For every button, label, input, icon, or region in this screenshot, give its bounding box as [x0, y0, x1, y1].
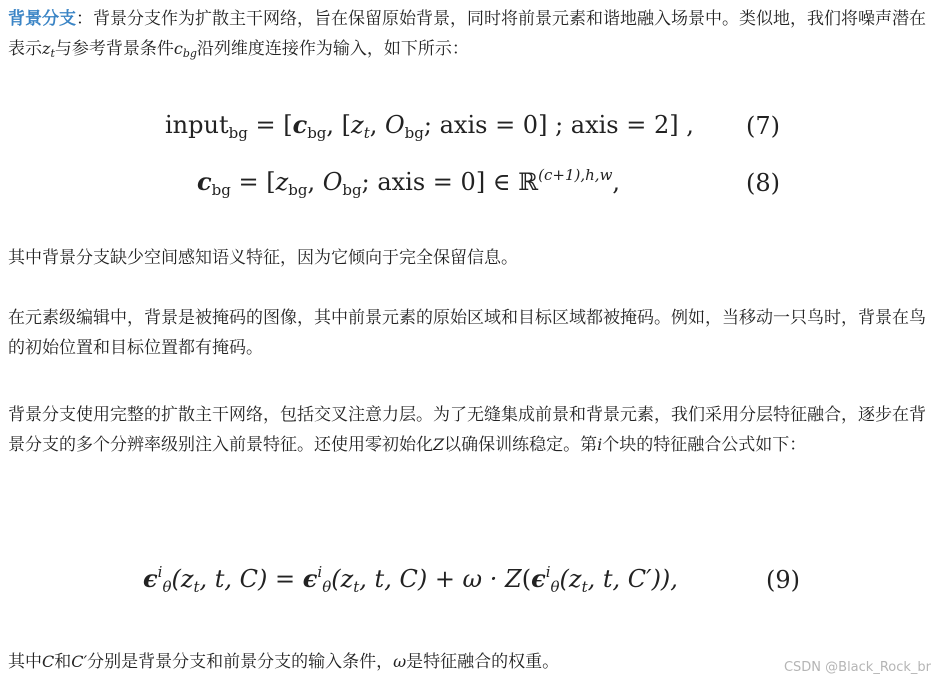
math-base: z: [42, 39, 51, 58]
paragraph-feature-fusion: [8, 400, 936, 460]
eq-text: , [: [326, 111, 352, 139]
eq-var: c: [197, 167, 212, 196]
paragraph-text: 沿列维度连接作为输入，如下所示：: [196, 39, 469, 59]
math-base: c: [173, 39, 183, 58]
eq-sub: θ: [162, 578, 172, 596]
paragraph-text: 和: [54, 652, 72, 672]
math-omega: ω: [393, 652, 407, 671]
section-lead-label: 背景分支: [8, 9, 76, 29]
equation-7: [165, 110, 694, 142]
paragraph-text: 是特征融合的权重。: [406, 652, 560, 672]
eq-var: ϵ: [531, 564, 546, 593]
paragraph-element-edit: 在元素级编辑中，背景是被掩码的图像，其中前景元素的原始区域和目标区域都被掩码。例如，当移动一只鸟时，背景在鸟的初始位置和目标位置都有掩码。: [8, 308, 926, 358]
eq-sub: t: [353, 578, 360, 596]
eq-sub: t: [193, 578, 200, 596]
eq-sub: bg: [404, 124, 424, 142]
eq-text: ; axis = 0] ∈ ℝ: [361, 168, 539, 196]
eq-sub: bg: [288, 181, 308, 199]
paragraph-background-branch: [8, 4, 936, 64]
equation-8: [197, 166, 621, 199]
math-C: C: [42, 652, 55, 671]
equation-number-8: (8): [746, 169, 780, 197]
math-cbg: [174, 39, 197, 58]
math-i: i: [597, 435, 603, 454]
eq-text: (z: [171, 565, 194, 593]
eq-sub: bg: [307, 124, 327, 142]
eq-sub: θ: [550, 578, 560, 596]
paragraph-text: 其中: [8, 652, 42, 672]
eq-text: = [: [230, 168, 276, 196]
eq-text: input: [165, 111, 229, 139]
eq-text: , t, C) =: [199, 565, 303, 593]
equation-number-7: (7): [746, 112, 780, 140]
math-zt: [42, 39, 55, 58]
eq-var: z: [275, 168, 289, 196]
eq-var: ϵ: [302, 564, 318, 593]
math-sub: bg: [182, 47, 197, 60]
eq-sup: i: [317, 563, 323, 581]
eq-text: ,: [307, 168, 323, 196]
eq-var: O: [322, 168, 343, 196]
eq-text: ; axis = 0] ; axis = 2] ,: [423, 111, 694, 139]
equation-number-9: (9): [766, 566, 800, 594]
eq-var: O: [384, 111, 405, 139]
eq-text: ,: [612, 168, 621, 196]
eq-var: z: [351, 111, 364, 139]
eq-text: (z: [331, 565, 354, 593]
eq-text: = [: [247, 111, 293, 139]
eq-sub: bg: [211, 181, 231, 199]
eq-text: , t, C′)),: [587, 565, 678, 593]
eq-text: , t, C) + ω ·: [359, 565, 506, 593]
paragraph-text: 以确保训练稳定。第: [444, 435, 598, 455]
eq-var: c: [292, 110, 308, 139]
paragraph-semantic: 其中背景分支缺少空间感知语义特征，因为它倾向于完全保留信息。: [8, 248, 518, 268]
eq-var: Z: [505, 565, 522, 593]
paragraph-text: 个块的特征融合公式如下：: [602, 435, 807, 455]
eq-sub: bg: [228, 124, 248, 142]
eq-text: (z: [559, 565, 582, 593]
paragraph-text: 与参考背景条件: [54, 39, 174, 59]
eq-text: (: [521, 565, 532, 593]
eq-var: ϵ: [143, 564, 158, 593]
math-Z: Z: [433, 435, 445, 454]
csdn-watermark: CSDN @Black_Rock_br: [783, 660, 931, 675]
paragraph-text: 分别是背景分支和前景分支的输入条件，: [87, 652, 394, 672]
eq-sub: t: [363, 124, 370, 142]
paragraph-text: ：背景分支作为扩散主干网络，旨在保留原始背景，同时将前景元素和谐地融入场景中。类似地，我们将噪声潜在表示: [8, 9, 926, 59]
eq-sup: i: [545, 563, 551, 581]
eq-sub: bg: [342, 181, 362, 199]
math-C-prime: C′: [71, 652, 88, 671]
eq-sup: (c+1),h,w: [538, 166, 613, 184]
eq-sub: t: [581, 578, 588, 596]
eq-sup: i: [157, 563, 163, 581]
equation-9: [143, 563, 678, 596]
math-sub: t: [50, 47, 55, 60]
eq-text: ,: [369, 111, 385, 139]
paragraph-text: 背景分支使用完整的扩散主干网络，包括交叉注意力层。为了无缝集成前景和背景元素，我们采用分层特征融合，逐步在背景分支的多个分辨率级别注入前景特征。还使用零初始化: [8, 405, 926, 455]
eq-sub: θ: [322, 578, 332, 596]
